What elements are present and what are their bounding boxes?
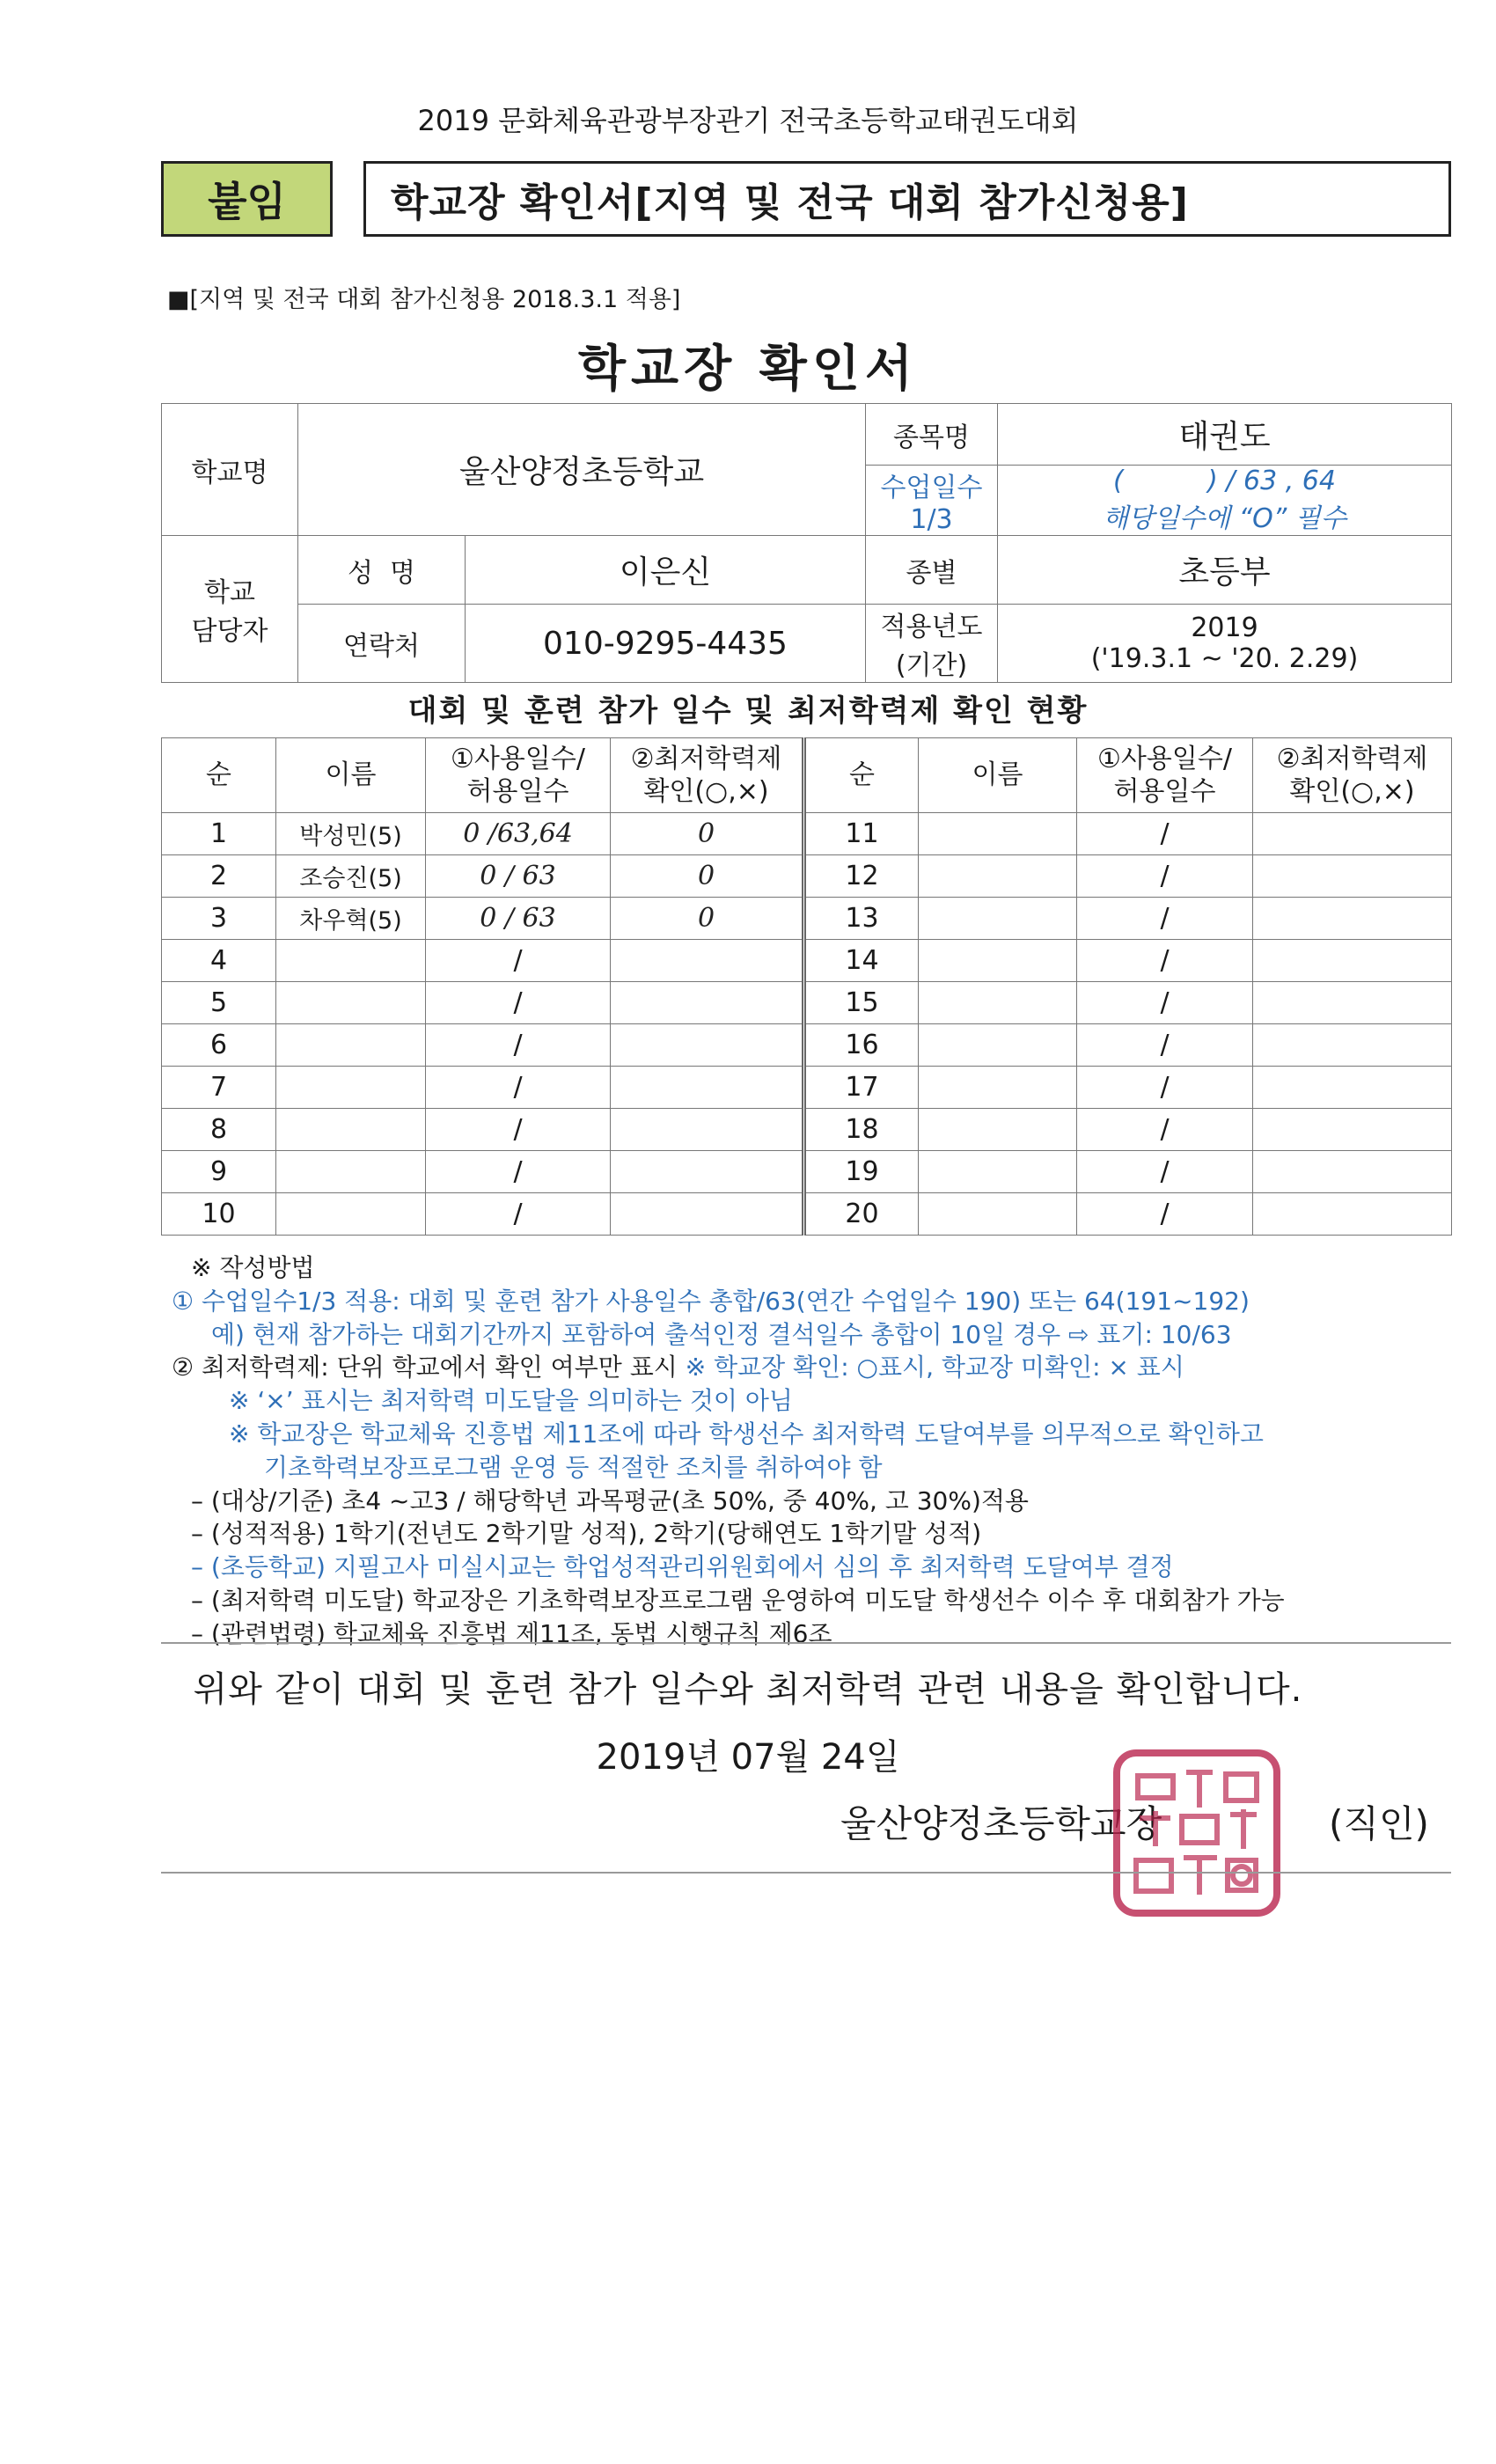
manager-label [162,536,298,683]
row-check-right [1253,813,1452,855]
contact-value: 010-9295-4435 [466,605,866,683]
event-title: 2019 문화체육관광부장관기 전국초등학교태권도대회 [417,104,1079,137]
row-days: / [426,1024,611,1067]
row-no-right: 11 [804,813,919,855]
row-name [276,1193,426,1236]
manager-label-1: 학교 [204,577,255,608]
info-table [161,403,1452,683]
row-days-right: / [1077,1193,1253,1236]
row-name [276,940,426,982]
row-no-right: 15 [804,982,919,1024]
row-check-right [1253,1109,1452,1151]
row-no: 2 [162,855,276,898]
row-check-right [1253,1193,1452,1236]
row-name-right [919,1109,1077,1151]
row-days: 0 / 63 [426,855,611,898]
method-note1: ※ ‘×’ 표시는 최저학력 미도달을 의미하는 것이 아님 [229,1386,793,1416]
row-check [611,1024,804,1067]
table-row [162,1193,1452,1236]
class-days-label [866,466,998,536]
row-days: / [426,1193,611,1236]
method-dash1: – (대상/기준) 초4 ~고3 / 해당학년 과목평균(초 50%, 중 40%, 고 30%)적용 [191,1485,1029,1515]
category-value: 초등부 [998,536,1452,605]
row-name-right [919,982,1077,1024]
row-days: 0 /63,64 [426,813,611,855]
row-check-right [1253,940,1452,982]
table-row [162,1151,1452,1193]
row-no-right: 12 [804,855,919,898]
table-row [162,1024,1452,1067]
row-check-right [1253,855,1452,898]
year-value [998,605,1452,683]
contact-label: 연락처 [298,605,466,683]
table-row [162,1067,1452,1109]
event-value: 태권도 [998,404,1452,466]
row-check-right [1253,898,1452,940]
row-no: 10 [162,1193,276,1236]
row-no: 9 [162,1151,276,1193]
row-name [276,1024,426,1067]
participation-grid [161,737,1452,1236]
row-days-right: / [1077,1151,1253,1193]
year-label-1: 적용년도 [880,612,983,642]
header-check-right [1253,738,1452,813]
method-dash4: – (최저학력 미도달) 학교장은 기초학력보장프로그램 운영하여 미도달 학생선수 이수 후 대회참가 가능 [191,1585,1285,1615]
table-row [162,898,1452,940]
row-days-right: / [1077,982,1253,1024]
category-label: 종별 [866,536,998,605]
class-days-label-2: 1/3 [910,504,953,535]
school-value: 울산양정초등학교 [298,404,866,536]
header-check-right-1: ②최저학력제 [1276,743,1428,774]
row-name-right [919,855,1077,898]
header-days-1: ①사용일수/ [451,743,585,774]
divider-bottom [161,1872,1451,1874]
year-label [866,605,998,683]
class-days-label-1: 수업일수 [880,473,983,503]
row-check [611,1067,804,1109]
row-name-right [919,1067,1077,1109]
method-dash2: – (성적적용) 1학기(전년도 2학기말 성적), 2학기(당해연도 1학기말 성적) [191,1519,982,1549]
row-name: 차우혁(5) [276,898,426,940]
row-days-right: / [1077,1067,1253,1109]
row-no-right: 17 [804,1067,919,1109]
class-days-value-2: 해당일수에 “O” 필수 [1103,503,1346,534]
row-check: 0 [611,855,804,898]
official-seal-stamp [1113,1749,1280,1917]
year-value-2: ('19.3.1 ~ '20. 2.29) [1090,643,1359,674]
table-row [162,940,1452,982]
row-days-right: / [1077,855,1253,898]
method-dash3: – (초등학교) 지필고사 미실시교는 학업성적관리위원회에서 심의 후 최저학력 도달여부 결정 [191,1552,1174,1582]
row-name-right [919,1193,1077,1236]
name-value: 이은신 [466,536,866,605]
confirm-date: 2019년 07월 24일 [596,1737,900,1778]
row-no: 8 [162,1109,276,1151]
row-name-right [919,813,1077,855]
event-label: 종목명 [866,404,998,466]
row-days-right: / [1077,940,1253,982]
table-row [162,1109,1452,1151]
row-name [276,1109,426,1151]
header-seq-right: 순 [804,738,919,813]
divider-top [161,1642,1451,1644]
row-no: 5 [162,982,276,1024]
principal-signature: 울산양정초등학교장 [840,1802,1162,1845]
row-days: / [426,1151,611,1193]
section-title: 대회 및 훈련 참가 일수 및 최저학력제 확인 현황 [407,693,1089,729]
row-name: 조승진(5) [276,855,426,898]
apply-note: ■[지역 및 전국 대회 참가신청용 2018.3.1 적용] [167,286,681,313]
table-row [162,982,1452,1024]
attachment-tag: 붙임 [161,161,333,237]
header-seq: 순 [162,738,276,813]
row-no-right: 18 [804,1109,919,1151]
row-no: 4 [162,940,276,982]
header-days-2: 허용일수 [466,776,569,807]
document-title: 학교장 확인서 [577,341,919,398]
header-check-1: ②최저학력제 [630,743,782,774]
row-check-right [1253,1067,1452,1109]
header-days [426,738,611,813]
row-name-right [919,1024,1077,1067]
row-days: / [426,940,611,982]
row-check-right [1253,1151,1452,1193]
grid-header [162,738,1452,813]
box-title: 학교장 확인서[지역 및 전국 대회 참가신청용] [363,161,1451,237]
row-check [611,1193,804,1236]
class-days-value [998,466,1452,536]
class-days-value-1: ( ) / 63 , 64 [1113,466,1336,496]
row-check [611,1151,804,1193]
row-no: 3 [162,898,276,940]
table-row [162,813,1452,855]
header-check-2: 확인(○,×) [643,776,769,807]
row-name-right [919,898,1077,940]
row-days-right: / [1077,898,1253,940]
row-no-right: 19 [804,1151,919,1193]
method-dash5: – (관련법령) 학교체육 진흥법 제11조, 동법 시행규칙 제6조 [191,1618,832,1648]
seal-pattern-icon [1120,1756,1273,1910]
row-no-right: 14 [804,940,919,982]
row-days-right: / [1077,1109,1253,1151]
row-no: 7 [162,1067,276,1109]
header-days-right [1077,738,1253,813]
row-no-right: 13 [804,898,919,940]
header-name-right: 이름 [919,738,1077,813]
table-row [162,855,1452,898]
seal-label: (직인) [1329,1802,1429,1845]
name-label: 성 명 [298,536,466,605]
method-heading: ※ 작성방법 [191,1253,315,1282]
row-no-right: 20 [804,1193,919,1236]
row-name-right [919,1151,1077,1193]
row-check: 0 [611,898,804,940]
row-check [611,982,804,1024]
row-days: / [426,1067,611,1109]
year-value-1: 2019 [1191,612,1258,643]
method-item2 [172,1351,1465,1384]
row-check-right [1253,982,1452,1024]
header-check [611,738,804,813]
method-note2-line1: ※ 학교장은 학교체육 진흥법 제11조에 따라 학생선수 최저학력 도달여부를 의무적으로 확인하고 [229,1419,1264,1448]
header-days-right-1: ①사용일수/ [1097,743,1232,774]
row-days: 0 / 63 [426,898,611,940]
row-days: / [426,1109,611,1151]
row-name-right [919,940,1077,982]
row-days-right: / [1077,1024,1253,1067]
row-days: / [426,982,611,1024]
header-check-right-2: 확인(○,×) [1289,776,1415,807]
method-item2-black: ② 최저학력제: 단위 학교에서 확인 여부만 표시 [172,1353,686,1382]
header-name: 이름 [276,738,426,813]
method-note2-line2: 기초학력보장프로그램 운영 등 적절한 조치를 취하여야 함 [264,1452,883,1482]
row-check [611,1109,804,1151]
school-label: 학교명 [162,404,298,536]
row-name [276,1067,426,1109]
method-item2-blue: ※ 학교장 확인: ○표시, 학교장 미확인: × 표시 [685,1353,1184,1382]
row-check: 0 [611,813,804,855]
row-days-right: / [1077,813,1253,855]
writing-method [172,1251,1465,1651]
row-no: 1 [162,813,276,855]
row-name [276,1151,426,1193]
row-check-right [1253,1024,1452,1067]
year-label-2: (기간) [895,650,968,681]
method-item1-line1: ① 수업일수1/3 적용: 대회 및 훈련 참가 사용일수 총합/63(연간 수업일수 190) 또는 64(191~192) [172,1286,1250,1316]
manager-label-2: 담당자 [191,616,268,647]
row-no-right: 16 [804,1024,919,1067]
row-name [276,982,426,1024]
method-item1-line2: 예) 현재 참가하는 대회기간까지 포함하여 출석인정 결석일수 총합이 10일 경우 ⇨ 표기: 10/63 [211,1319,1232,1349]
header-days-right-2: 허용일수 [1113,776,1216,807]
row-check [611,940,804,982]
row-no: 6 [162,1024,276,1067]
confirm-statement: 위와 같이 대회 및 훈련 참가 일수와 최저학력 관련 내용을 확인합니다. [193,1669,1303,1710]
row-name: 박성민(5) [276,813,426,855]
